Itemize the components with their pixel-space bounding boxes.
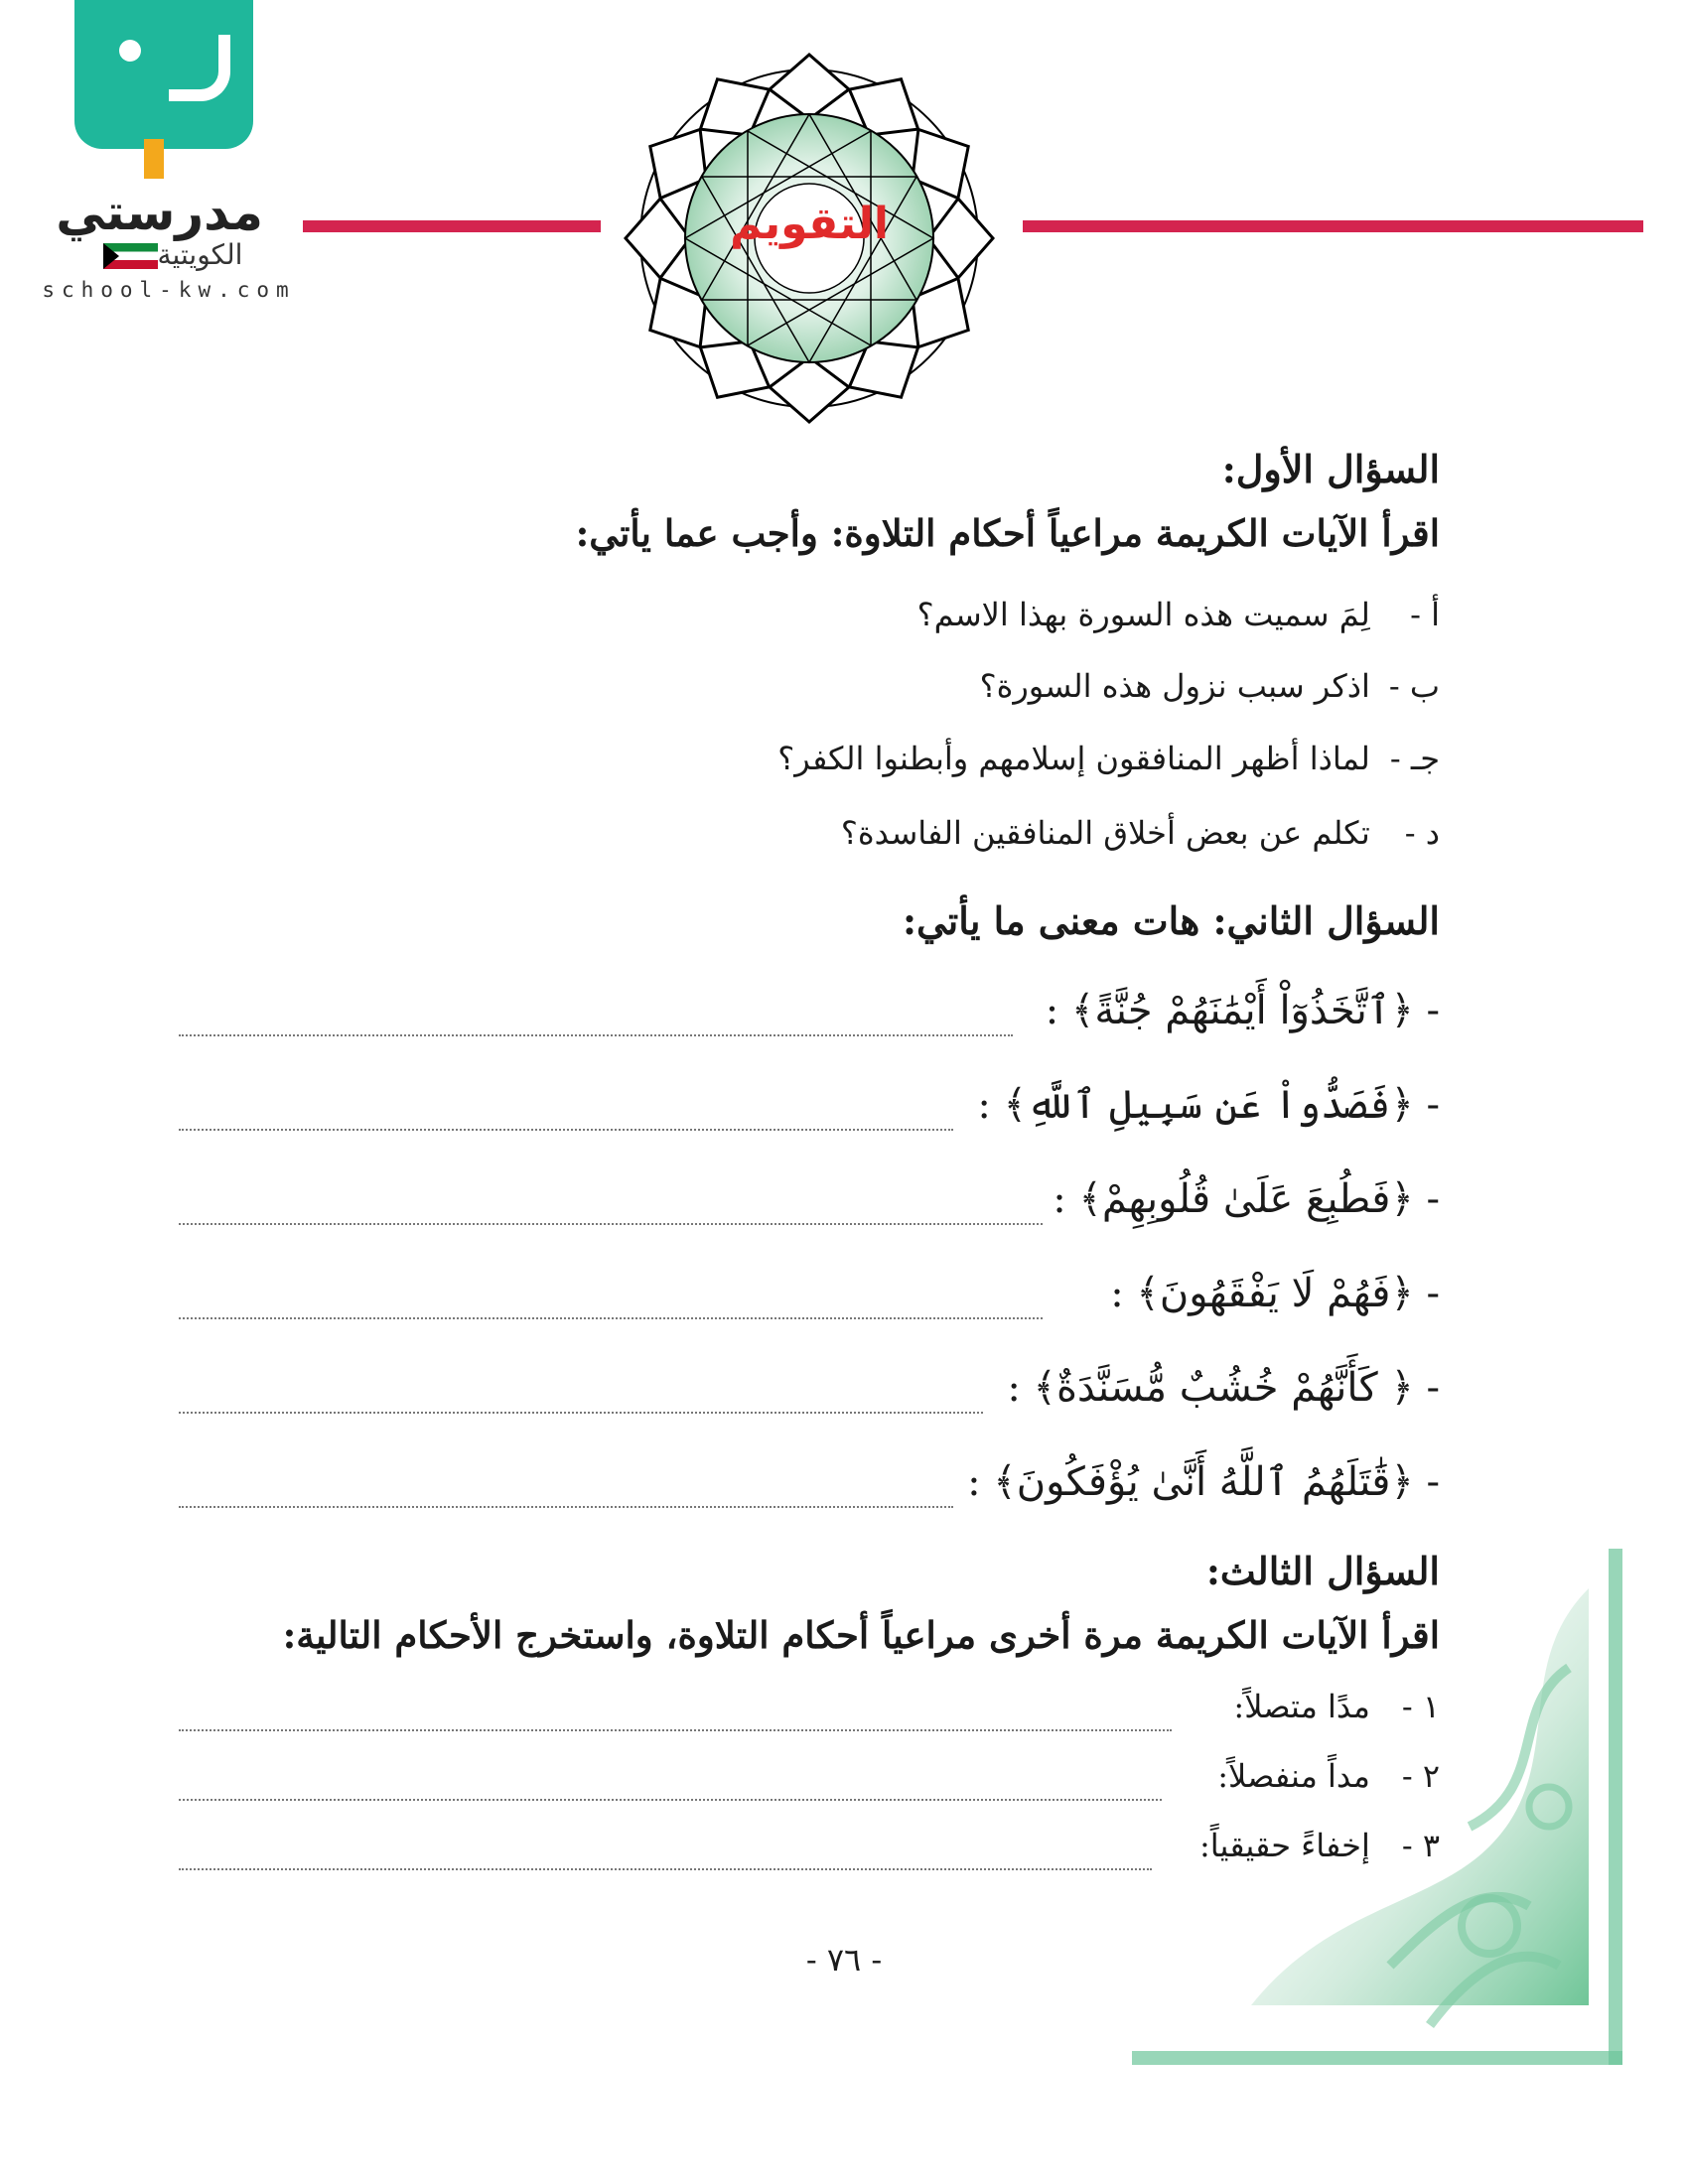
q2-verse-6: - ﴿قَٰتَلَهُمُ ٱللَّهُ أَنَّىٰ يُؤْفَكُونَ﴾ : <box>967 1459 1440 1505</box>
q2-verse-5: - ﴿ كَأَنَّهُمْ خُشُبٌ مُّسَنَّدَةٌ﴾ : <box>1007 1365 1440 1411</box>
q1-item-a: أ - لِمَ سميت هذه السورة بهذا الاسم؟ <box>916 596 1440 633</box>
q3-item-1: ١ - مدًا متصلاً: <box>1233 1688 1440 1725</box>
q3-item-2: ٢ - مداً منفصلاً: <box>1217 1757 1440 1795</box>
answer-line[interactable] <box>179 1866 1152 1870</box>
q2-verse-3: - ﴿فَطُبِعَ عَلَىٰ قُلُوبِهِمْ﴾ : <box>1053 1176 1440 1222</box>
answer-line[interactable] <box>179 1221 1043 1225</box>
book-icon <box>74 0 253 149</box>
q1-item-d: د - تكلم عن بعض أخلاق المنافقين الفاسدة؟ <box>840 814 1440 852</box>
page-number: - ٧٦ - <box>805 1941 883 1979</box>
logo-name: مدرستي <box>56 184 263 241</box>
q2-verse-2: - ﴿فَصَدُّواْ عَن سَبِيلِ ٱللَّهِ﴾ : <box>977 1082 1440 1128</box>
header-bar-right <box>1023 220 1643 232</box>
q3-instruction: اقرأ الآيات الكريمة مرة أخرى مراعياً أحكام التلاوة، واستخرج الأحكام التالية: <box>282 1613 1440 1657</box>
section-title: التقويم <box>730 199 889 249</box>
q2-verse-1: - ﴿ٱتَّخَذُوٓاْ أَيْمَٰنَهُمْ جُنَّةً﴾ : <box>1045 988 1440 1033</box>
q3-heading: السؤال الثالث: <box>1205 1549 1440 1593</box>
answer-line[interactable] <box>179 1410 983 1414</box>
q2-verse-4: - ﴿فَهُمْ لَا يَفْقَهُونَ﴾ : <box>1110 1271 1440 1316</box>
school-logo[interactable] <box>20 0 308 308</box>
answer-line[interactable] <box>179 1127 953 1131</box>
q2-heading: السؤال الثاني: هات معنى ما يأتي: <box>902 898 1440 943</box>
q1-instruction: اقرأ الآيات الكريمة مراعياً أحكام التلاوة: وأجب عما يأتي: <box>575 511 1440 555</box>
q1-item-c: جـ - لماذا أظهر المنافقون إسلامهم وأبطنوا الكفر؟ <box>777 740 1440 777</box>
header-bar-left <box>303 220 601 232</box>
bookmark-icon <box>144 139 164 179</box>
answer-line[interactable] <box>179 1727 1172 1731</box>
q1-item-b: ب - اذكر سبب نزول هذه السورة؟ <box>979 667 1440 705</box>
q3-item-3: ٣ - إخفاءً حقيقياً: <box>1199 1827 1440 1864</box>
floral-ornament-icon <box>1132 1549 1648 2085</box>
answer-line[interactable] <box>179 1504 953 1508</box>
answer-line[interactable] <box>179 1315 1043 1319</box>
answer-line[interactable] <box>179 1032 1013 1036</box>
q1-heading: السؤال الأول: <box>1221 447 1440 491</box>
logo-country: الكويتية <box>60 238 278 271</box>
kuwait-flag-icon <box>103 243 158 269</box>
logo-url: school-kw.com <box>42 278 296 302</box>
answer-line[interactable] <box>179 1797 1162 1801</box>
